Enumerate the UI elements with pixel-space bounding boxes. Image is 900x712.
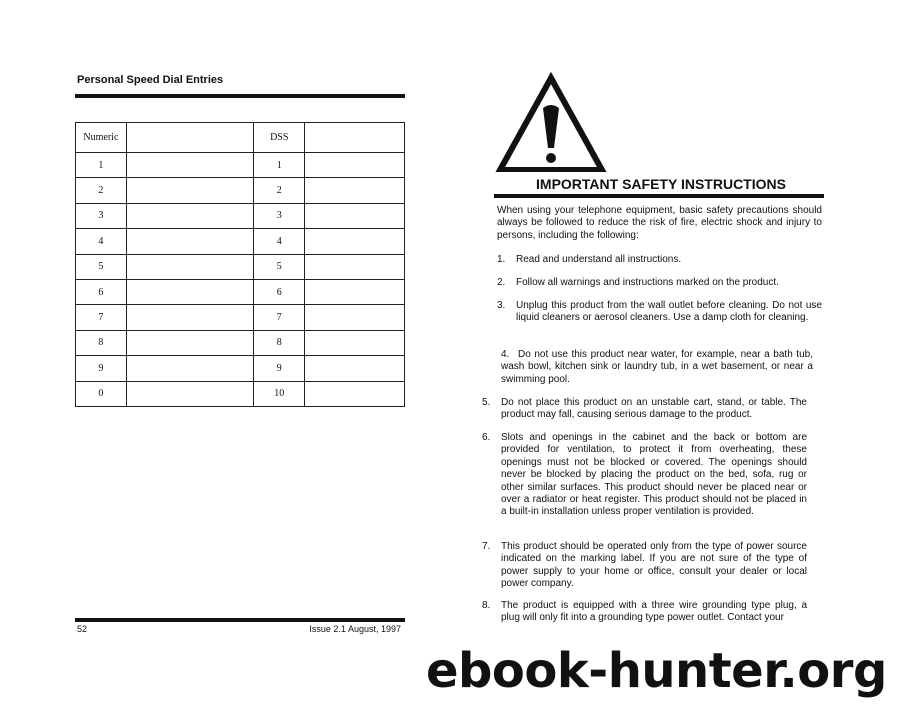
dss-cell: 9	[254, 356, 305, 381]
left-bottom-rule	[75, 618, 405, 622]
warning-triangle-icon	[494, 72, 608, 177]
item-text: Follow all warnings and instructions marked on the product.	[516, 277, 779, 288]
numeric-cell: 2	[76, 178, 127, 203]
item-number: 4.	[501, 349, 510, 360]
numeric-cell: 9	[76, 356, 127, 381]
item-text: Unplug this product from the wall outlet before cleaning. Do not use liquid cleaners or aerosol cleaners. Use a damp cloth for cleaning.	[516, 300, 822, 324]
dss-header: DSS	[254, 123, 305, 153]
table-row	[76, 153, 405, 178]
numeric-entry-cell	[126, 356, 254, 381]
item-number: 6.	[482, 432, 491, 443]
item-text: Do not use this product near water, for example, near a bath tub, wash bowl, kitchen sink or laundry tub, in a wet basement, or near a swimming pool.	[501, 349, 813, 385]
safety-intro: When using your telephone equipment, basic safety precautions should always be followed to reduce the risk of fire, electric shock and injury to persons, including the following:	[497, 205, 822, 241]
table-row	[76, 229, 405, 254]
dss-entry-cell	[305, 254, 405, 279]
item-number: 3.	[497, 300, 506, 311]
table-row	[76, 381, 405, 406]
dss-entry-cell	[305, 229, 405, 254]
item-number: 5.	[482, 397, 491, 408]
dss-cell: 1	[254, 153, 305, 178]
numeric-cell: 8	[76, 330, 127, 355]
item-number: 8.	[482, 600, 491, 611]
safety-item	[497, 300, 822, 325]
speed-dial-table	[75, 122, 405, 407]
item-number: 7.	[482, 541, 491, 552]
numeric-cell: 1	[76, 153, 127, 178]
safety-item	[482, 600, 807, 625]
item-number: 1.	[497, 254, 506, 265]
left-page-title: Personal Speed Dial Entries	[77, 74, 224, 86]
issue-date: Issue 2.1 August, 1997	[309, 624, 401, 634]
item-text: This product should be operated only from the type of power source indicated on the marking label. If you are not sure of the type of power supply to your home or office, consult your dealer or local power company.	[501, 541, 807, 590]
table-row	[76, 305, 405, 330]
dss-entry-cell	[305, 178, 405, 203]
dss-entry-cell	[305, 279, 405, 304]
numeric-entry-cell	[126, 178, 254, 203]
item-text: Slots and openings in the cabinet and the back or bottom are provided for ventilation, to protect it from overheating, these openings must not be blocked or covered. The openings should never be blocked by placing the product on the bed, sofa, rug or other similar surfaces. This product should never be placed near or over a radiator or heat register. This product should not be placed in a built-in installation unless proper ventilation is provided.	[501, 432, 807, 518]
numeric-header: Numeric	[76, 123, 127, 153]
dss-cell: 6	[254, 279, 305, 304]
dss-cell: 10	[254, 381, 305, 406]
table-header-row	[76, 123, 405, 153]
left-top-rule	[75, 94, 405, 98]
item-number: 2.	[497, 277, 506, 288]
dss-entry-cell	[305, 305, 405, 330]
dss-entry-cell	[305, 203, 405, 228]
numeric-entry-cell	[126, 254, 254, 279]
safety-item	[497, 254, 822, 266]
dss-cell: 8	[254, 330, 305, 355]
right-title-rule	[494, 194, 824, 198]
numeric-entry-cell	[126, 381, 254, 406]
table-row	[76, 330, 405, 355]
numeric-cell: 4	[76, 229, 127, 254]
numeric-entry-cell	[126, 279, 254, 304]
table-row	[76, 203, 405, 228]
safety-item	[482, 397, 807, 422]
numeric-entry-cell	[126, 305, 254, 330]
numeric-cell: 6	[76, 279, 127, 304]
watermark-text: ebook-hunter.org	[426, 643, 887, 699]
dss-entry-cell	[305, 356, 405, 381]
numeric-entry-cell	[126, 229, 254, 254]
dss-cell: 4	[254, 229, 305, 254]
numeric-entry-cell	[126, 153, 254, 178]
numeric-cell: 0	[76, 381, 127, 406]
dss-entry-cell	[305, 381, 405, 406]
item-text: The product is equipped with a three wire grounding type plug, a plug will only fit into a grounding type power outlet. Contact your	[501, 600, 807, 624]
table-row	[76, 279, 405, 304]
numeric-entry-cell	[126, 203, 254, 228]
dss-entry-cell	[305, 330, 405, 355]
safety-item	[497, 277, 822, 289]
numeric-entry-header	[126, 123, 254, 153]
table-row	[76, 178, 405, 203]
numeric-cell: 7	[76, 305, 127, 330]
dss-cell: 5	[254, 254, 305, 279]
dss-cell: 2	[254, 178, 305, 203]
page-number: 52	[77, 624, 88, 634]
dss-cell: 3	[254, 203, 305, 228]
numeric-cell: 5	[76, 254, 127, 279]
dss-entry-header	[305, 123, 405, 153]
table-row	[76, 356, 405, 381]
dss-cell: 7	[254, 305, 305, 330]
dss-entry-cell	[305, 153, 405, 178]
item-text: Read and understand all instructions.	[516, 254, 682, 265]
safety-item	[482, 432, 807, 519]
item-text: Do not place this product on an unstable cart, stand, or table. The product may fall, causing serious damage to the product.	[501, 397, 807, 421]
table-row	[76, 254, 405, 279]
safety-item	[501, 349, 813, 386]
safety-title: IMPORTANT SAFETY INSTRUCTIONS	[536, 176, 786, 192]
numeric-entry-cell	[126, 330, 254, 355]
safety-item	[482, 541, 807, 591]
numeric-cell: 3	[76, 203, 127, 228]
